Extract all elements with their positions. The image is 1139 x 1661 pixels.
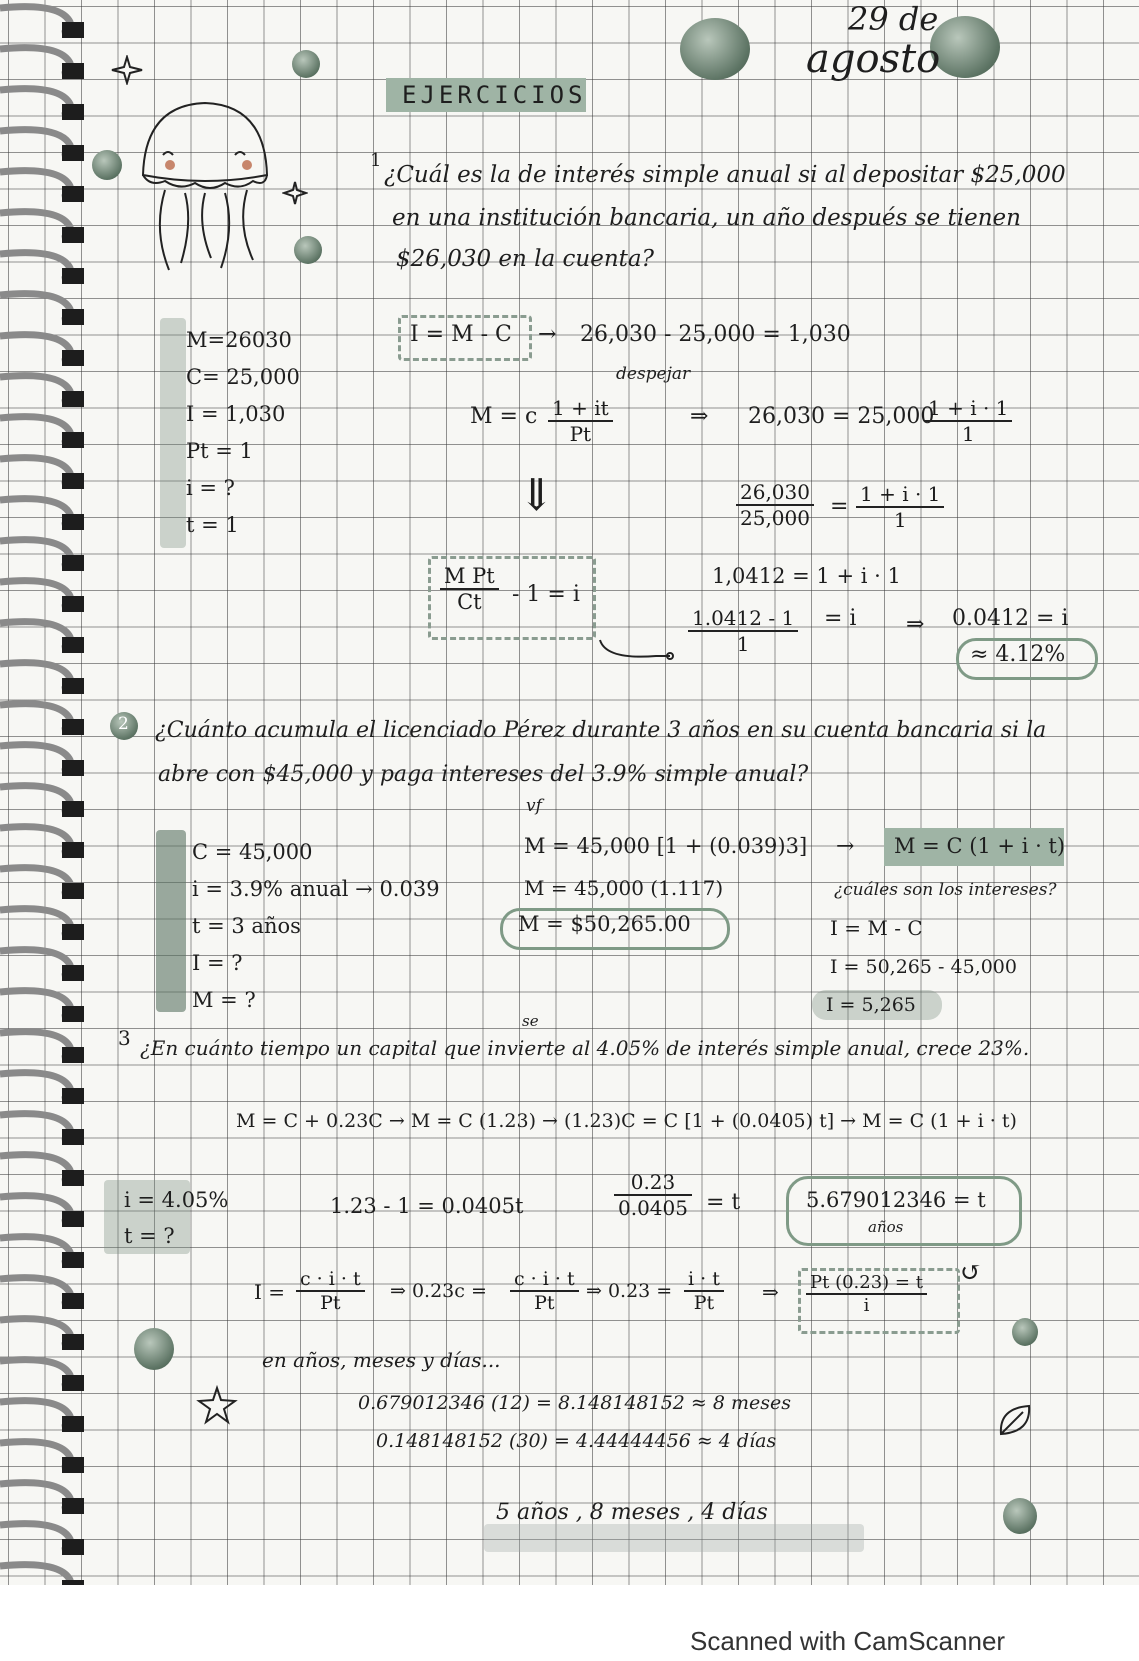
spiral-binding [0, 0, 95, 1585]
fraction-denominator: 0.0405 [618, 1196, 688, 1220]
punch-hole [62, 678, 84, 694]
spiral-ring [0, 294, 71, 321]
fraction-numerator: 1 + i · 1 [856, 482, 944, 508]
ex2-data-item: C = 45,000 [192, 840, 313, 864]
ex1-mpt-fraction [440, 564, 499, 614]
punch-hole [62, 1129, 84, 1145]
ex3-eq1: 1.23 - 1 = 0.0405t [330, 1194, 524, 1218]
date-line1: 29 de [848, 0, 939, 38]
fraction-denominator: 1 [736, 632, 750, 656]
planet-doodle [930, 16, 1000, 78]
spiral-ring [0, 909, 71, 936]
ex3-eq2-rhs: = t [706, 1190, 741, 1215]
punch-hole [62, 1170, 84, 1186]
fraction-numerator: 1.0412 - 1 [688, 606, 798, 632]
ex2-interest-b: I = 50,265 - 45,000 [830, 956, 1017, 978]
punch-hole [62, 596, 84, 612]
fraction-numerator: Pt (0.23) = t [806, 1272, 927, 1295]
ex1-implies-arrow: ⇒ [690, 404, 709, 429]
spiral-ring [0, 130, 71, 157]
fraction-numerator: c · i · t [510, 1268, 579, 1292]
punch-hole [62, 924, 84, 940]
spiral-ring [0, 1196, 71, 1223]
fraction-denominator: Ct [457, 590, 482, 614]
spiral-ring [0, 868, 71, 895]
spiral-ring [0, 950, 71, 977]
spiral-ring [0, 212, 71, 239]
ex3-d-fraction [806, 1272, 927, 1316]
spiral-ring [0, 253, 71, 280]
ex1-data-item: I = 1,030 [186, 402, 286, 426]
scanner-watermark: Scanned with CamScanner [690, 1626, 1006, 1656]
punch-hole [62, 965, 84, 981]
down-arrow: ⇓ [518, 470, 555, 521]
punch-hole [62, 801, 84, 817]
ex1-data-item: Pt = 1 [186, 439, 253, 463]
fraction-numerator: 0.23 [614, 1170, 692, 1196]
punch-hole [62, 227, 84, 243]
ex1-formula-m: M = c [470, 404, 538, 429]
fraction-denominator: Pt [693, 1292, 715, 1314]
ex1-question-line2: en una institución bancaria, un año después se tienen [392, 205, 1021, 231]
ex3-eq2-fraction [614, 1170, 692, 1220]
fraction-numerator: 26,030 [736, 480, 814, 506]
spiral-ring [0, 1155, 71, 1182]
ex1-data-item: i = ? [186, 476, 235, 500]
punch-hole [62, 1293, 84, 1309]
punch-hole [62, 268, 84, 284]
ex1-data-item: M=26030 [186, 328, 292, 352]
spiral-ring [0, 335, 71, 362]
spiral-ring [0, 1278, 71, 1305]
punch-hole [62, 1047, 84, 1063]
spiral-ring [0, 1401, 71, 1428]
star-doodle [110, 55, 144, 85]
spiral-ring [0, 786, 71, 813]
ex3-i-lhs: I = [254, 1280, 286, 1304]
ex2-data-item: i = 3.9% anual → 0.039 [192, 877, 440, 901]
ex1-formula-i: I = M - C [410, 322, 512, 347]
punch-hole [62, 391, 84, 407]
ex3-c-fraction [684, 1268, 724, 1314]
spiral-ring [0, 581, 71, 608]
fraction-numerator: M Pt [440, 564, 499, 590]
section-title: EJERCICIOS [402, 81, 587, 109]
punch-hole [62, 350, 84, 366]
spiral-ring [0, 622, 71, 649]
punch-hole [62, 842, 84, 858]
punch-hole [62, 22, 84, 38]
spiral-ring [0, 1073, 71, 1100]
ex3-i-fraction [296, 1268, 365, 1314]
dot-doodle [1003, 1498, 1037, 1534]
fraction-denominator: 25,000 [740, 506, 810, 530]
planet-doodle [680, 18, 750, 80]
ex3-b-fraction [510, 1268, 579, 1314]
ex1-question-line1: ¿Cuál es la de interés simple anual si al depositar $25,000 [384, 162, 1066, 188]
punch-hole [62, 1457, 84, 1473]
ex1-arrow: → [538, 322, 557, 347]
punch-hole [62, 1498, 84, 1514]
ex1-calc-i: 26,030 - 25,000 = 1,030 [580, 322, 851, 347]
spiral-ring [0, 376, 71, 403]
punch-hole [62, 1252, 84, 1268]
punch-hole [62, 432, 84, 448]
spiral-ring [0, 458, 71, 485]
ex1-formula-m-fraction [548, 396, 613, 446]
leaf-doodle [995, 1400, 1035, 1440]
spiral-ring [0, 991, 71, 1018]
ex1-data-item: t = 1 [186, 513, 239, 537]
fraction-denominator: Pt [569, 422, 592, 446]
ex3-final-answer: 5 años , 8 meses , 4 días [496, 1500, 768, 1525]
ex1-result-percent: ≈ 4.12% [970, 642, 1066, 667]
ex2-data-highlight [156, 830, 186, 1012]
ex3-implies: ⇒ [762, 1280, 779, 1304]
ex2-calc-a: M = 45,000 [1 + (0.039)3] [524, 834, 808, 858]
curved-arrow [596, 634, 676, 664]
punch-hole [62, 145, 84, 161]
jellyfish-doodle [125, 95, 285, 280]
ex3-months: 0.679012346 (12) = 8.148148152 ≈ 8 meses [358, 1392, 792, 1414]
punch-hole [62, 883, 84, 899]
ex3-eq3-unit: años [868, 1218, 904, 1236]
ex3-chain: M = C + 0.23C → M = C (1.23) → (1.23)C = C [1 + (0.0405) t] → M = C (1 + i · t) [236, 1110, 1017, 1132]
punch-hole [62, 719, 84, 735]
ex1-division-left [736, 480, 814, 530]
punch-hole [62, 1088, 84, 1104]
fraction-numerator: c · i · t [296, 1268, 365, 1292]
punch-hole [62, 1539, 84, 1555]
star-doodle [195, 1385, 239, 1425]
spiral-ring [0, 540, 71, 567]
ex3-se-note: se [522, 1012, 539, 1030]
ex3-b-lhs: ⇒ 0.23c = [390, 1280, 487, 1302]
punch-hole [62, 760, 84, 776]
ex1-data-item: C= 25,000 [186, 365, 300, 389]
dot-doodle [1012, 1318, 1038, 1346]
punch-hole [62, 104, 84, 120]
fraction-denominator: Pt [320, 1292, 341, 1314]
dot-doodle [134, 1328, 174, 1370]
spiral-ring [0, 48, 71, 75]
ex1-step-b-fraction [688, 606, 798, 656]
punch-hole [62, 473, 84, 489]
fraction-denominator: 1 [893, 508, 907, 532]
ex2-question-line1: ¿Cuánto acumula el licenciado Pérez durante 3 años en su cuenta bancaria si la [155, 718, 1047, 743]
ex2-calc-c: M = $50,265.00 [518, 912, 691, 936]
spiral-ring [0, 1524, 71, 1551]
ex1-step-b-rhs: = i [824, 606, 857, 631]
fraction-numerator: i · t [684, 1268, 724, 1292]
punch-hole [62, 555, 84, 571]
ex1-step-a: 1,0412 = 1 + i · 1 [712, 564, 901, 588]
punch-hole [62, 186, 84, 202]
ex2-interest-c: I = 5,265 [826, 994, 916, 1016]
dot-doodle [292, 50, 320, 78]
punch-hole [62, 1211, 84, 1227]
spiral-ring [0, 827, 71, 854]
spiral-ring [0, 1565, 71, 1585]
ex2-data-item: t = 3 años [192, 914, 301, 938]
star-doodle [282, 180, 308, 206]
ex2-calc-b: M = 45,000 (1.117) [524, 876, 724, 900]
ex3-days: 0.148148152 (30) = 4.44444456 ≈ 4 días [376, 1430, 777, 1452]
fraction-numerator: 1 + it [548, 396, 613, 422]
spiral-ring [0, 1032, 71, 1059]
spiral-ring [0, 1114, 71, 1141]
spiral-ring [0, 1360, 71, 1387]
dot-doodle [294, 236, 322, 264]
spiral-ring [0, 171, 71, 198]
exercise-number: 2 [118, 714, 129, 734]
ex2-data-item: M = ? [192, 988, 256, 1012]
ex2-question-line2: abre con $45,000 y paga intereses del 3.9% simple anual? [158, 762, 809, 787]
ex3-note: en años, meses y días... [262, 1348, 501, 1372]
ex2-data-item: I = ? [192, 951, 243, 975]
punch-hole [62, 1334, 84, 1350]
punch-hole [62, 309, 84, 325]
ex3-data-item: t = ? [124, 1224, 175, 1248]
spiral-ring [0, 7, 71, 34]
spiral-ring [0, 745, 71, 772]
punch-hole [62, 63, 84, 79]
ex3-question: ¿En cuánto tiempo un capital que invierte al 4.05% de interés simple anual, crece 23%. [140, 1036, 1030, 1060]
ex2-arrow: → [836, 834, 855, 859]
spiral-ring [0, 663, 71, 690]
spiral-ring [0, 704, 71, 731]
punch-hole [62, 514, 84, 530]
fraction-denominator: i [863, 1295, 870, 1316]
exercise-number: 3 [118, 1026, 131, 1050]
ex2-interest-a: I = M - C [830, 916, 923, 940]
spiral-ring [0, 1319, 71, 1346]
ex1-data-highlight [160, 318, 186, 548]
date-line2: agosto [806, 36, 941, 82]
dot-doodle [92, 150, 122, 180]
punch-hole [62, 1375, 84, 1391]
ex2-vf-note: vf [526, 796, 542, 816]
ex1-mpt-rhs: - 1 = i [512, 582, 580, 607]
ex3-eq3: 5.679012346 = t [806, 1188, 986, 1212]
ex2-formula: M = C (1 + i · t) [894, 834, 1066, 858]
ex2-interest-question: ¿cuáles son los intereses? [834, 880, 1057, 900]
ex1-question-line3: $26,030 en la cuenta? [396, 246, 654, 272]
punch-hole [62, 1006, 84, 1022]
equals-sign: = [830, 494, 849, 519]
spiral-ring [0, 417, 71, 444]
ex1-result-arrow: ⇒ [906, 612, 925, 637]
punch-hole [62, 1416, 84, 1432]
spiral-ring [0, 499, 71, 526]
ex3-c-lhs: ⇒ 0.23 = [586, 1280, 673, 1302]
spiral-ring [0, 1237, 71, 1264]
spiral-ring [0, 1442, 71, 1469]
spiral-ring [0, 1483, 71, 1510]
punch-hole [62, 637, 84, 653]
final-answer-highlight [484, 1524, 864, 1552]
exercise-number: 1 [370, 150, 382, 171]
fraction-denominator: Pt [534, 1292, 555, 1314]
fraction-denominator: 1 [961, 422, 975, 446]
spiral-ring [0, 89, 71, 116]
curved-arrow-icon: ↺ [960, 1258, 982, 1288]
ex1-substitution: 26,030 = 25,000 [748, 404, 935, 429]
ex1-division-right [856, 482, 944, 532]
ex1-result: 0.0412 = i [952, 606, 1069, 631]
ex1-despejar-note: despejar [616, 364, 691, 384]
ex1-substitution-fraction [924, 396, 1012, 446]
fraction-numerator: 1 + i · 1 [924, 396, 1012, 422]
ex3-data-item: i = 4.05% [124, 1188, 229, 1212]
